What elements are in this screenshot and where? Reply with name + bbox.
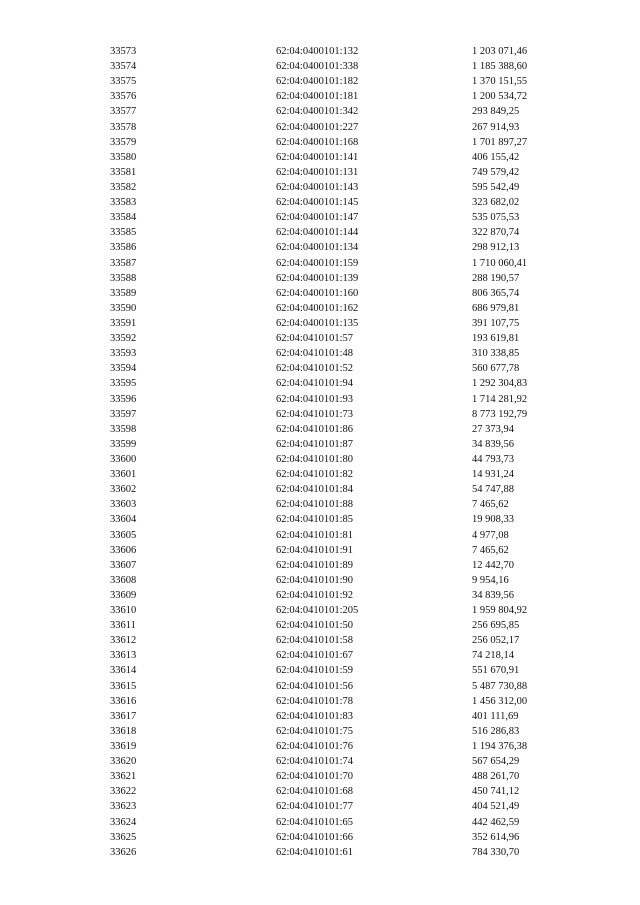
cadastral-value: 1 185 388,60 bbox=[472, 61, 528, 73]
cadastral-number: 62:04:0400101:141 bbox=[276, 151, 359, 163]
table-row bbox=[110, 724, 590, 739]
cadastral-number: 62:04:0410101:76 bbox=[276, 741, 354, 753]
table-row bbox=[110, 679, 590, 694]
row-number: 33618 bbox=[110, 725, 137, 737]
cadastral-number: 62:04:0400101:182 bbox=[276, 76, 359, 88]
table-row bbox=[110, 150, 590, 165]
row-number: 33620 bbox=[110, 756, 137, 768]
cadastral-number: 62:04:0400101:160 bbox=[276, 287, 359, 299]
cadastral-value: 256 695,85 bbox=[472, 620, 520, 632]
cadastral-number: 62:04:0400101:227 bbox=[276, 121, 359, 133]
row-number: 33593 bbox=[110, 348, 137, 360]
row-number: 33609 bbox=[110, 589, 137, 601]
cadastral-number: 62:04:0400101:168 bbox=[276, 136, 359, 148]
row-number: 33612 bbox=[110, 635, 137, 647]
cadastral-number: 62:04:0410101:83 bbox=[276, 710, 354, 722]
cadastral-value: 686 979,81 bbox=[472, 302, 520, 314]
row-number: 33579 bbox=[110, 136, 137, 148]
cadastral-value: 551 670,91 bbox=[472, 665, 520, 677]
row-number: 33595 bbox=[110, 378, 137, 390]
table-row bbox=[110, 467, 590, 482]
cadastral-number: 62:04:0410101:91 bbox=[276, 544, 354, 556]
row-number: 33615 bbox=[110, 680, 137, 692]
cadastral-value: 298 912,13 bbox=[472, 242, 520, 254]
cadastral-number: 62:04:0400101:145 bbox=[276, 197, 359, 209]
cadastral-value: 27 373,94 bbox=[472, 423, 514, 435]
cadastral-value: 54 747,88 bbox=[472, 484, 514, 496]
table-row bbox=[110, 528, 590, 543]
table-row bbox=[110, 392, 590, 407]
cadastral-number: 62:04:0410101:82 bbox=[276, 469, 354, 481]
table-row bbox=[110, 240, 590, 255]
table-row bbox=[110, 648, 590, 663]
cadastral-value: 8 773 192,79 bbox=[472, 408, 528, 420]
table-row bbox=[110, 286, 590, 301]
row-number: 33617 bbox=[110, 710, 137, 722]
table-row bbox=[110, 603, 590, 618]
cadastral-number: 62:04:0400101:181 bbox=[276, 91, 359, 103]
table-row bbox=[110, 784, 590, 799]
row-number: 33576 bbox=[110, 91, 137, 103]
cadastral-value: 1 203 071,46 bbox=[472, 46, 528, 57]
cadastral-number: 62:04:0410101:88 bbox=[276, 499, 354, 511]
cadastral-number: 62:04:0400101:135 bbox=[276, 317, 359, 329]
cadastral-number: 62:04:0400101:338 bbox=[276, 61, 359, 73]
cadastral-value: 288 190,57 bbox=[472, 272, 520, 284]
cadastral-number: 62:04:0400101:139 bbox=[276, 272, 359, 284]
row-number: 33604 bbox=[110, 514, 137, 526]
table-row bbox=[110, 346, 590, 361]
table-row bbox=[110, 361, 590, 376]
cadastral-value: 352 614,96 bbox=[472, 831, 520, 843]
table-row bbox=[110, 754, 590, 769]
cadastral-number: 62:04:0410101:92 bbox=[276, 589, 354, 601]
cadastral-value: 267 914,93 bbox=[472, 121, 520, 133]
row-number: 33613 bbox=[110, 650, 137, 662]
cadastral-number: 62:04:0410101:73 bbox=[276, 408, 354, 420]
cadastral-value: 74 218,14 bbox=[472, 650, 514, 662]
cadastral-number: 62:04:0410101:58 bbox=[276, 635, 354, 647]
table-row bbox=[110, 256, 590, 271]
cadastral-value: 19 908,33 bbox=[472, 514, 514, 526]
table-row bbox=[110, 815, 590, 830]
cadastral-value: 7 465,62 bbox=[472, 499, 509, 511]
cadastral-number: 62:04:0410101:77 bbox=[276, 801, 354, 813]
table-row bbox=[110, 407, 590, 422]
cadastral-value: 784 330,70 bbox=[472, 846, 520, 858]
row-number: 33611 bbox=[110, 620, 136, 632]
cadastral-number: 62:04:0410101:94 bbox=[276, 378, 354, 390]
table-row bbox=[110, 59, 590, 74]
cadastral-value: 391 107,75 bbox=[472, 317, 520, 329]
table-row bbox=[110, 316, 590, 331]
cadastral-value: 14 931,24 bbox=[472, 469, 514, 481]
row-number: 33619 bbox=[110, 741, 137, 753]
cadastral-value: 1 710 060,41 bbox=[472, 257, 528, 269]
table-row bbox=[110, 663, 590, 678]
cadastral-number: 62:04:0410101:59 bbox=[276, 665, 354, 677]
cadastral-number: 62:04:0410101:61 bbox=[276, 846, 354, 858]
cadastral-value: 310 338,85 bbox=[472, 348, 520, 360]
cadastral-number: 62:04:0410101:75 bbox=[276, 725, 354, 737]
cadastral-number: 62:04:0410101:68 bbox=[276, 786, 354, 798]
table-row bbox=[110, 120, 590, 135]
cadastral-number: 62:04:0410101:81 bbox=[276, 529, 354, 541]
table-row bbox=[110, 437, 590, 452]
cadastral-number: 62:04:0410101:67 bbox=[276, 650, 354, 662]
cadastral-value: 1 292 304,83 bbox=[472, 378, 528, 390]
table-row bbox=[110, 709, 590, 724]
cadastral-number: 62:04:0410101:78 bbox=[276, 695, 354, 707]
cadastral-value: 1 370 151,55 bbox=[472, 76, 528, 88]
table-row bbox=[110, 845, 590, 860]
cadastral-number: 62:04:0400101:147 bbox=[276, 212, 359, 224]
row-number: 33588 bbox=[110, 272, 137, 284]
table-row bbox=[110, 89, 590, 104]
row-number: 33616 bbox=[110, 695, 137, 707]
row-number: 33610 bbox=[110, 605, 137, 617]
row-number: 33577 bbox=[110, 106, 137, 118]
row-number: 33586 bbox=[110, 242, 137, 254]
cadastral-value: 450 741,12 bbox=[472, 786, 520, 798]
cadastral-number: 62:04:0410101:52 bbox=[276, 363, 354, 375]
row-number: 33600 bbox=[110, 453, 137, 465]
cadastral-value: 488 261,70 bbox=[472, 771, 520, 783]
cadastral-value: 595 542,49 bbox=[472, 181, 520, 193]
row-number: 33584 bbox=[110, 212, 137, 224]
cadastral-number: 62:04:0410101:57 bbox=[276, 333, 354, 345]
row-number: 33598 bbox=[110, 423, 137, 435]
row-number: 33585 bbox=[110, 227, 137, 239]
cadastral-number: 62:04:0410101:65 bbox=[276, 816, 354, 828]
cadastral-value: 193 619,81 bbox=[472, 333, 520, 345]
cadastral-value-table bbox=[110, 44, 590, 860]
cadastral-number: 62:04:0410101:74 bbox=[276, 756, 354, 768]
row-number: 33603 bbox=[110, 499, 137, 511]
row-number: 33623 bbox=[110, 801, 137, 813]
cadastral-number: 62:04:0410101:89 bbox=[276, 559, 354, 571]
cadastral-value: 1 456 312,00 bbox=[472, 695, 528, 707]
cadastral-value: 9 954,16 bbox=[472, 574, 509, 586]
row-number: 33626 bbox=[110, 846, 137, 858]
row-number: 33587 bbox=[110, 257, 137, 269]
row-number: 33573 bbox=[110, 46, 137, 57]
row-number: 33594 bbox=[110, 363, 137, 375]
cadastral-value: 1 959 804,92 bbox=[472, 605, 528, 617]
table-row bbox=[110, 376, 590, 391]
cadastral-number: 62:04:0400101:132 bbox=[276, 46, 359, 57]
table-row bbox=[110, 104, 590, 119]
table-row bbox=[110, 558, 590, 573]
table-row bbox=[110, 618, 590, 633]
cadastral-number: 62:04:0410101:56 bbox=[276, 680, 354, 692]
table-row bbox=[110, 422, 590, 437]
cadastral-value: 1 701 897,27 bbox=[472, 136, 528, 148]
table-row bbox=[110, 799, 590, 814]
cadastral-value: 535 075,53 bbox=[472, 212, 520, 224]
table-row bbox=[110, 331, 590, 346]
cadastral-value: 1 200 534,72 bbox=[472, 91, 528, 103]
table-row bbox=[110, 633, 590, 648]
table-row bbox=[110, 512, 590, 527]
row-number: 33624 bbox=[110, 816, 137, 828]
cadastral-number: 62:04:0400101:162 bbox=[276, 302, 359, 314]
row-number: 33578 bbox=[110, 121, 137, 133]
cadastral-value: 256 052,17 bbox=[472, 635, 520, 647]
table-row bbox=[110, 225, 590, 240]
row-number: 33597 bbox=[110, 408, 137, 420]
cadastral-number: 62:04:0400101:143 bbox=[276, 181, 359, 193]
cadastral-value: 34 839,56 bbox=[472, 438, 514, 450]
row-number: 33590 bbox=[110, 302, 137, 314]
table-row bbox=[110, 180, 590, 195]
row-number: 33622 bbox=[110, 786, 137, 798]
row-number: 33606 bbox=[110, 544, 137, 556]
cadastral-value: 404 521,49 bbox=[472, 801, 520, 813]
cadastral-value: 1 194 376,38 bbox=[472, 741, 528, 753]
cadastral-value: 1 714 281,92 bbox=[472, 393, 528, 405]
cadastral-value: 293 849,25 bbox=[472, 106, 520, 118]
cadastral-value: 806 365,74 bbox=[472, 287, 520, 299]
table-row bbox=[110, 271, 590, 286]
cadastral-number: 62:04:0410101:70 bbox=[276, 771, 354, 783]
table-row bbox=[110, 694, 590, 709]
cadastral-number: 62:04:0410101:66 bbox=[276, 831, 354, 843]
cadastral-number: 62:04:0410101:205 bbox=[276, 605, 359, 617]
row-number: 33589 bbox=[110, 287, 137, 299]
table-row bbox=[110, 135, 590, 150]
cadastral-value: 5 487 730,88 bbox=[472, 680, 528, 692]
table-row bbox=[110, 195, 590, 210]
row-number: 33614 bbox=[110, 665, 137, 677]
table-row bbox=[110, 588, 590, 603]
table-row bbox=[110, 739, 590, 754]
row-number: 33596 bbox=[110, 393, 137, 405]
cadastral-value: 323 682,02 bbox=[472, 197, 520, 209]
cadastral-number: 62:04:0410101:93 bbox=[276, 393, 354, 405]
cadastral-number: 62:04:0410101:90 bbox=[276, 574, 354, 586]
cadastral-number: 62:04:0410101:86 bbox=[276, 423, 354, 435]
cadastral-number: 62:04:0410101:50 bbox=[276, 620, 354, 632]
row-number: 33581 bbox=[110, 166, 137, 178]
cadastral-value: 44 793,73 bbox=[472, 453, 514, 465]
table-row bbox=[110, 543, 590, 558]
row-number: 33605 bbox=[110, 529, 137, 541]
cadastral-number: 62:04:0410101:80 bbox=[276, 453, 354, 465]
cadastral-value: 516 286,83 bbox=[472, 725, 520, 737]
cadastral-number: 62:04:0410101:85 bbox=[276, 514, 354, 526]
cadastral-value: 322 870,74 bbox=[472, 227, 520, 239]
row-number: 33601 bbox=[110, 469, 137, 481]
row-number: 33602 bbox=[110, 484, 137, 496]
table-row bbox=[110, 74, 590, 89]
cadastral-value: 442 462,59 bbox=[472, 816, 520, 828]
cadastral-value: 749 579,42 bbox=[472, 166, 520, 178]
cadastral-value: 401 111,69 bbox=[472, 710, 519, 722]
table-row bbox=[110, 573, 590, 588]
row-number: 33625 bbox=[110, 831, 137, 843]
table-row bbox=[110, 44, 590, 59]
cadastral-number: 62:04:0410101:87 bbox=[276, 438, 354, 450]
row-number: 33621 bbox=[110, 771, 137, 783]
cadastral-number: 62:04:0410101:48 bbox=[276, 348, 354, 360]
row-number: 33599 bbox=[110, 438, 137, 450]
table-row bbox=[110, 452, 590, 467]
cadastral-number: 62:04:0400101:342 bbox=[276, 106, 359, 118]
row-number: 33608 bbox=[110, 574, 137, 586]
row-number: 33592 bbox=[110, 333, 137, 345]
cadastral-number: 62:04:0400101:131 bbox=[276, 166, 359, 178]
table-row bbox=[110, 482, 590, 497]
cadastral-value: 560 677,78 bbox=[472, 363, 520, 375]
table-row bbox=[110, 769, 590, 784]
cadastral-value: 34 839,56 bbox=[472, 589, 514, 601]
cadastral-number: 62:04:0410101:84 bbox=[276, 484, 354, 496]
row-number: 33580 bbox=[110, 151, 137, 163]
cadastral-value: 4 977,08 bbox=[472, 529, 509, 541]
cadastral-value: 7 465,62 bbox=[472, 544, 509, 556]
cadastral-number: 62:04:0400101:134 bbox=[276, 242, 359, 254]
table-row bbox=[110, 301, 590, 316]
row-number: 33591 bbox=[110, 317, 137, 329]
cadastral-value: 406 155,42 bbox=[472, 151, 520, 163]
row-number: 33574 bbox=[110, 61, 137, 73]
table-row bbox=[110, 165, 590, 180]
cadastral-value: 12 442,70 bbox=[472, 559, 514, 571]
cadastral-value: 567 654,29 bbox=[472, 756, 520, 768]
table-row bbox=[110, 210, 590, 225]
table-row bbox=[110, 830, 590, 845]
cadastral-number: 62:04:0400101:159 bbox=[276, 257, 359, 269]
row-number: 33582 bbox=[110, 181, 137, 193]
table-row bbox=[110, 497, 590, 512]
cadastral-number: 62:04:0400101:144 bbox=[276, 227, 359, 239]
row-number: 33575 bbox=[110, 76, 137, 88]
row-number: 33583 bbox=[110, 197, 137, 209]
row-number: 33607 bbox=[110, 559, 137, 571]
